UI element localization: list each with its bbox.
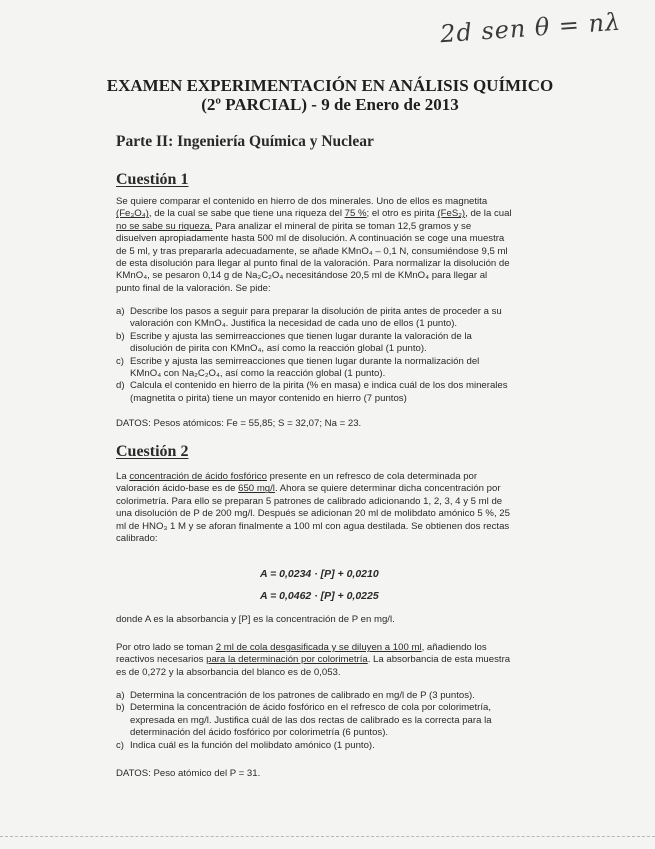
item-label: b) [116,702,125,714]
list-item [116,702,540,739]
statement-line: una disolución de P de 200 mg/l. Después se adicionan 20 ml de molibdato amónico 5 %, 25 [116,508,510,520]
item-text: (magnetita o pirita) tiene un mayor contenido en hierro (7 puntos) [130,392,407,404]
statement-text: Para analizar el mineral de pirita se toman 12,5 gramos y se [212,220,472,232]
item-label: a) [116,306,125,317]
titration-concentration: 650 mg/l [238,483,275,495]
statement-text: La [116,471,130,482]
statement-line: Se quiere comparar el contenido en hierro de dos minerales. Uno de ellos es magnetita [116,196,488,207]
statement-text: valoración ácido-base es de [116,483,239,495]
statement-text: , de la cual se sabe que tiene una riqueza del [148,208,345,220]
magnetite-richness: 75 % [344,208,367,220]
part-title: Parte II: Ingeniería Química y Nuclear [116,133,374,150]
statement-text: ; el otro es pirita [366,208,438,220]
question-2-statement [116,471,540,545]
calibration-equation-2: A = 0,0462 · [P] + 0,0225 [260,590,379,602]
statement-line: de 5 ml, y tras prepararla adecuadamente, se añade KMnO₄ – 0,1 N, consumiéndose 9,5 ml [116,245,508,257]
list-item [116,740,540,752]
item-text: KMnO₄ con Na₂C₂O₄, así como la reacción global (1 punto). [130,368,386,380]
question-2-sample [116,642,540,679]
question-2-data: DATOS: Peso atómico del P = 31. [116,768,261,779]
list-item [116,331,540,356]
page-edge [0,836,655,849]
statement-line [116,221,540,233]
question-1-statement [116,196,540,295]
question-2-tasks [116,690,540,752]
item-text: Indica cuál es la función del molibdato amónico (1 punto). [130,739,375,751]
statement-text: presente en un refresco de cola determinada por [266,471,478,482]
formula-magnetite: (Fe₃O₄) [116,208,149,220]
colorimetry-term: para la determinación por colorimetría [206,654,368,666]
item-text: disolución de pirita con KMnO₄, así como la reacción global (1 punto). [130,343,427,355]
question-1-tasks [116,306,540,405]
question-1-heading: Cuestión 1 [116,171,189,188]
item-text: Escribe y ajusta las semirreacciones que tienen lugar durante la valoración de la [130,330,472,342]
statement-line [116,483,540,495]
statement-text: , añadiendo los [421,642,487,653]
item-text: Calcula el contenido en hierro de la pirita (% en masa) e indica cuál de los dos minerales [130,380,508,392]
item-label: a) [116,690,125,701]
statement-text: reactivos necesarios [116,654,207,666]
statement-line [116,471,540,483]
item-text: Escribe y ajusta las semirreacciones que tienen lugar durante la normalización del [130,355,480,367]
item-label: c) [116,739,124,751]
list-item [116,306,540,331]
handwritten-note: 2d sen θ = nλ [439,7,623,49]
statement-line [116,208,540,220]
question-1-data: DATOS: Pesos atómicos: Fe = 55,85; S = 32,07; Na = 23. [116,418,362,429]
item-text: valoración con KMnO₄. Justifica la necesidad de cada uno de ellos (1 punto). [130,318,458,330]
statement-line: ml de HNO₃ 1 M y se aforan finalmente a 100 ml con agua destilada. Se obtienen dos rectas [116,520,510,532]
statement-line: es de 0,272 y la absorbancia del blanco es de 0,053. [116,666,341,678]
question-2-heading: Cuestión 2 [116,443,189,460]
statement-line: colorimetría. Para ello se preparan 5 patrones de calibrado adicionando 1, 2, 3, 4 y 5 ml de [116,495,503,507]
list-item [116,690,540,702]
item-text: Determina la concentración de ácido fosfórico en el refresco de cola por colorimetría, [130,702,492,714]
statement-line: disuelven apropiadamente hasta 500 ml de disolución. A continuación se coge una muestra [116,233,505,245]
statement-line [116,654,540,666]
statement-line: KMnO₄, se pesaron 0,14 g de Na₂C₂O₄ necesitándose 20,5 ml de KMnO₄ para llegar al [116,270,488,282]
item-label: d) [116,380,125,392]
statement-line: de esta disolución para llegar al punto final de la valoración. Para normalizar la disolución de [116,258,510,270]
exam-title: EXAMEN EXPERIMENTACIÓN EN ANÁLISIS QUÍMICO [106,76,554,95]
statement-line [116,642,540,654]
item-text: expresada en mg/l. Justifica cuál de las dos rectas de calibrado es la correcta para la [130,714,492,726]
unknown-richness: no se sabe su riqueza. [116,220,213,232]
statement-text: . Ahora se quiere determinar dicha concentración por [274,483,501,495]
list-item [116,380,540,405]
item-label: c) [116,355,124,367]
statement-line: punto final de la valoración. Se pide: [116,282,271,294]
statement-text: . La absorbancia de esta muestra [367,654,511,666]
formula-pyrite: (FeS₂) [437,208,466,220]
item-text: determinación del ácido fosfórico por colorimetría (6 puntos). [130,727,389,739]
item-label: b) [116,330,125,342]
sample-dilution: 2 ml de cola desgasificada y se diluyen a 100 ml [215,642,422,653]
exam-subtitle: (2º PARCIAL) - 9 de Enero de 2013 [201,95,459,114]
list-item [116,356,540,381]
item-text: Determina la concentración de los patrones de calibrado en mg/l de P (3 puntos). [130,690,475,701]
calibration-equation-1: A = 0,0234 · [P] + 0,0210 [260,568,379,580]
equation-legend: donde A es la absorbancia y [P] es la concentración de P en mg/l. [116,614,395,625]
statement-text: Por otro lado se toman [116,642,216,653]
phosphoric-acid-term: concentración de ácido fosfórico [129,471,267,482]
item-text: Describe los pasos a seguir para preparar la disolución de pirita antes de proceder a su [130,306,502,317]
statement-text: , de la cual [465,208,512,220]
statement-line: calibrado: [116,533,158,545]
